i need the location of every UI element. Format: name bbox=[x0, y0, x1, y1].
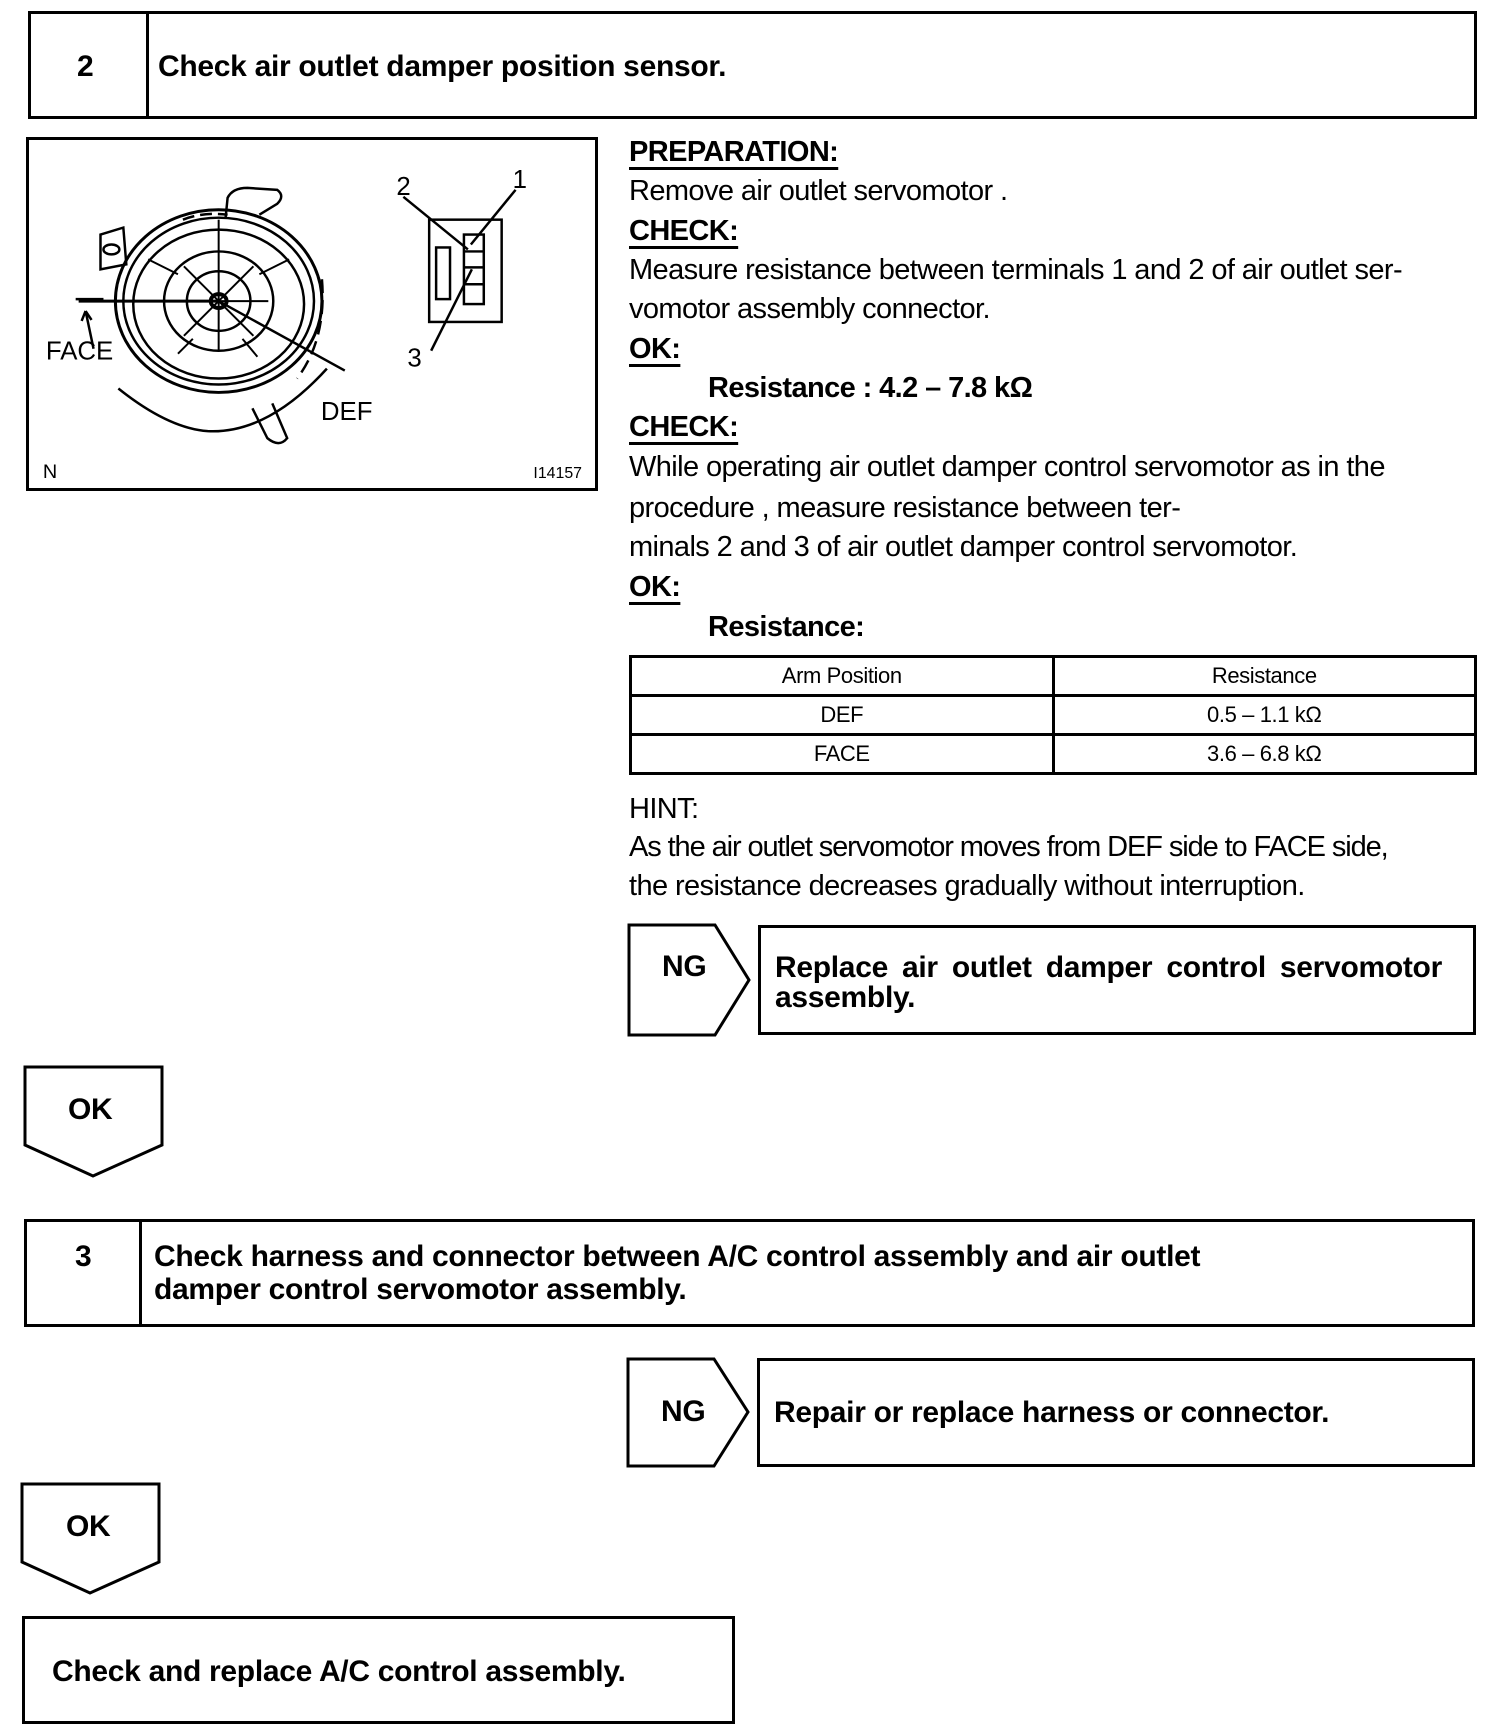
ng-action-text: Repair or replace harness or connector. bbox=[774, 1396, 1330, 1429]
step-number: 3 bbox=[75, 1240, 92, 1273]
step-title: damper control servomotor assembly. bbox=[154, 1273, 687, 1306]
ng-label: NG bbox=[661, 1395, 706, 1428]
table-cell: DEF bbox=[631, 696, 1054, 735]
ok-resistance-value: Resistance : 4.2 – 7.8 kΩ bbox=[708, 372, 1033, 404]
terminal-2-label: 2 bbox=[396, 172, 411, 201]
hint-heading: HINT: bbox=[629, 793, 699, 825]
face-label: FACE bbox=[45, 337, 114, 366]
divider bbox=[146, 14, 149, 116]
step-title: Check air outlet damper position sensor. bbox=[158, 50, 727, 83]
table-header: Resistance bbox=[1053, 657, 1476, 696]
check-text: minals 2 and 3 of air outlet damper control servomotor. bbox=[629, 531, 1298, 563]
ng-label: NG bbox=[662, 950, 707, 983]
table-cell: FACE bbox=[631, 735, 1054, 774]
servomotor-figure bbox=[26, 137, 598, 491]
figure-corner-label: N bbox=[42, 460, 58, 483]
ng-action-text: assembly. bbox=[775, 981, 916, 1014]
ok-label: OK bbox=[68, 1093, 113, 1126]
connector bbox=[403, 190, 515, 351]
def-label: DEF bbox=[320, 398, 373, 427]
check-text: procedure , measure resistance between ter- bbox=[629, 492, 1181, 524]
step-2-header bbox=[28, 11, 1477, 119]
check-text: Measure resistance between terminals 1 and 2 of air outlet ser- bbox=[629, 254, 1402, 286]
divider bbox=[139, 1222, 142, 1324]
table-header: Arm Position bbox=[631, 657, 1054, 696]
ok-heading: OK: bbox=[629, 571, 681, 603]
check-text: vomotor assembly connector. bbox=[629, 293, 990, 325]
step-number: 2 bbox=[77, 50, 94, 83]
ng-action-text: Replace air outlet damper control servomotor bbox=[775, 951, 1442, 984]
terminal-3-label: 3 bbox=[407, 344, 422, 373]
table-row bbox=[631, 696, 1476, 735]
ng-action-box bbox=[758, 925, 1476, 1035]
hint-text: the resistance decreases gradually without interruption. bbox=[629, 870, 1305, 902]
ng-action-box bbox=[757, 1358, 1475, 1467]
table-row bbox=[631, 735, 1476, 774]
step-3-header bbox=[24, 1219, 1475, 1327]
terminal-1-label: 1 bbox=[512, 165, 527, 194]
resistance-table bbox=[629, 655, 1477, 775]
ok-label: OK bbox=[66, 1510, 111, 1543]
check-text: While operating air outlet damper control servomotor as in the bbox=[629, 451, 1385, 483]
final-action-text: Check and replace A/C control assembly. bbox=[52, 1655, 626, 1688]
table-cell: 3.6 – 6.8 kΩ bbox=[1053, 735, 1476, 774]
ok-resistance-label: Resistance: bbox=[708, 611, 865, 643]
table-header-row bbox=[631, 657, 1476, 696]
servomotor-diagram bbox=[29, 140, 595, 488]
preparation-heading: PREPARATION: bbox=[629, 136, 839, 168]
ok-heading: OK: bbox=[629, 333, 681, 365]
step-title: Check harness and connector between A/C control assembly and air outlet bbox=[154, 1240, 1201, 1273]
check-heading: CHECK: bbox=[629, 215, 739, 247]
check-heading: CHECK: bbox=[629, 411, 739, 443]
final-action-box bbox=[22, 1616, 735, 1724]
preparation-text: Remove air outlet servomotor . bbox=[629, 175, 1008, 207]
figure-code: I14157 bbox=[533, 464, 582, 482]
hint-text: As the air outlet servomotor moves from DEF side to FACE side, bbox=[629, 831, 1388, 863]
table-cell: 0.5 – 1.1 kΩ bbox=[1053, 696, 1476, 735]
